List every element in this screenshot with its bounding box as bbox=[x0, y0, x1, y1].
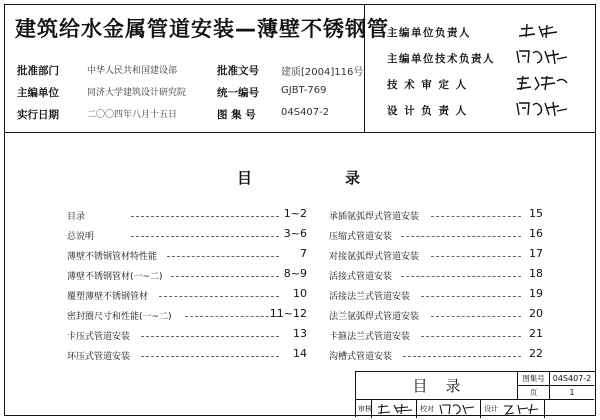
toc-title-char-1: 目 bbox=[237, 169, 253, 187]
atlas-label: 图集号 bbox=[518, 372, 550, 386]
approval-no-label: 批准文号 bbox=[217, 65, 259, 77]
chief-label: 主编单位负责人 bbox=[387, 27, 471, 39]
page-value: 1 bbox=[550, 386, 594, 400]
design-label-tb: 设计 bbox=[484, 405, 498, 413]
toc-item[interactable]: 密封圈尺寸和性能(一~二) 11~12 bbox=[67, 307, 307, 322]
page-label: 页 bbox=[518, 386, 550, 400]
review-label: 技 术 审 定 人 bbox=[387, 79, 468, 91]
effective-label: 实行日期 bbox=[17, 109, 59, 121]
document-title: 建筑给水金属管道安装—薄壁不锈钢管 bbox=[15, 17, 389, 41]
toc-item[interactable]: 承插氩弧焊式管道安装 15 bbox=[329, 207, 543, 222]
unified-no-label: 统一编号 bbox=[217, 87, 259, 99]
toc-item[interactable]: 压缩式管道安装 16 bbox=[329, 227, 543, 242]
approval-dept-value: 中华人民共和国建设部 bbox=[87, 66, 178, 76]
signature-design bbox=[513, 99, 573, 119]
toc-item[interactable]: 对接氩弧焊式管道安装 17 bbox=[329, 247, 543, 262]
signature-tech bbox=[513, 47, 573, 67]
title-block-name: 目录 bbox=[356, 372, 518, 400]
toc-item[interactable]: 卡压式管道安装 13 bbox=[67, 327, 307, 342]
title-block bbox=[355, 371, 595, 417]
editor-label: 主编单位 bbox=[17, 87, 59, 99]
signature-strip bbox=[356, 400, 596, 418]
toc-item[interactable]: 卡箍法兰式管道安装 21 bbox=[329, 327, 543, 342]
toc-item[interactable]: 总说明 3~6 bbox=[67, 227, 307, 242]
signature-chief bbox=[513, 21, 573, 41]
atlas-no-label: 图 集 号 bbox=[217, 109, 256, 121]
check-label-tb: 校对 bbox=[420, 405, 434, 413]
review-label-tb: 审核 bbox=[358, 405, 372, 413]
signature-review bbox=[513, 73, 573, 93]
toc-item[interactable]: 薄壁不锈钢管材特性能 7 bbox=[67, 247, 307, 262]
responsible-persons bbox=[367, 5, 595, 133]
effective-value: 二〇〇四年八月十五日 bbox=[87, 110, 178, 120]
signature-design-tb bbox=[502, 402, 542, 416]
toc-item[interactable]: 目录 1~2 bbox=[67, 207, 307, 222]
signature-review-tb bbox=[376, 402, 416, 416]
toc-item[interactable]: 环压式管道安装 14 bbox=[67, 347, 307, 362]
toc-item[interactable]: 活接式管道安装 18 bbox=[329, 267, 543, 282]
tech-label: 主编单位技术负责人 bbox=[387, 53, 495, 65]
signature-check-tb bbox=[438, 402, 478, 416]
drawing-frame bbox=[4, 4, 596, 416]
toc-item[interactable]: 沟槽式管道安装 22 bbox=[329, 347, 543, 362]
unified-no-value: GJBT-769 bbox=[281, 85, 327, 96]
editor-value: 同济大学建筑设计研究院 bbox=[87, 88, 187, 98]
toc-item[interactable]: 薄壁不锈钢管材(一~二) 8~9 bbox=[67, 267, 307, 282]
approval-no-value: 建质[2004]116号 bbox=[281, 67, 364, 78]
header bbox=[5, 5, 595, 133]
toc-title-char-2: 录 bbox=[345, 169, 361, 187]
toc-item[interactable]: 活接法兰式管道安装 19 bbox=[329, 287, 543, 302]
toc-item[interactable]: 法兰氩弧焊式管道安装 20 bbox=[329, 307, 543, 322]
design-label: 设 计 负 责 人 bbox=[387, 105, 468, 117]
approval-dept-label: 批准部门 bbox=[17, 65, 59, 77]
atlas-no-value: 04S407-2 bbox=[281, 107, 330, 118]
header-info bbox=[5, 5, 389, 133]
atlas-value: 04S407-2 bbox=[550, 372, 594, 386]
toc-item[interactable]: 覆塑薄壁不锈钢管材 10 bbox=[67, 287, 307, 302]
